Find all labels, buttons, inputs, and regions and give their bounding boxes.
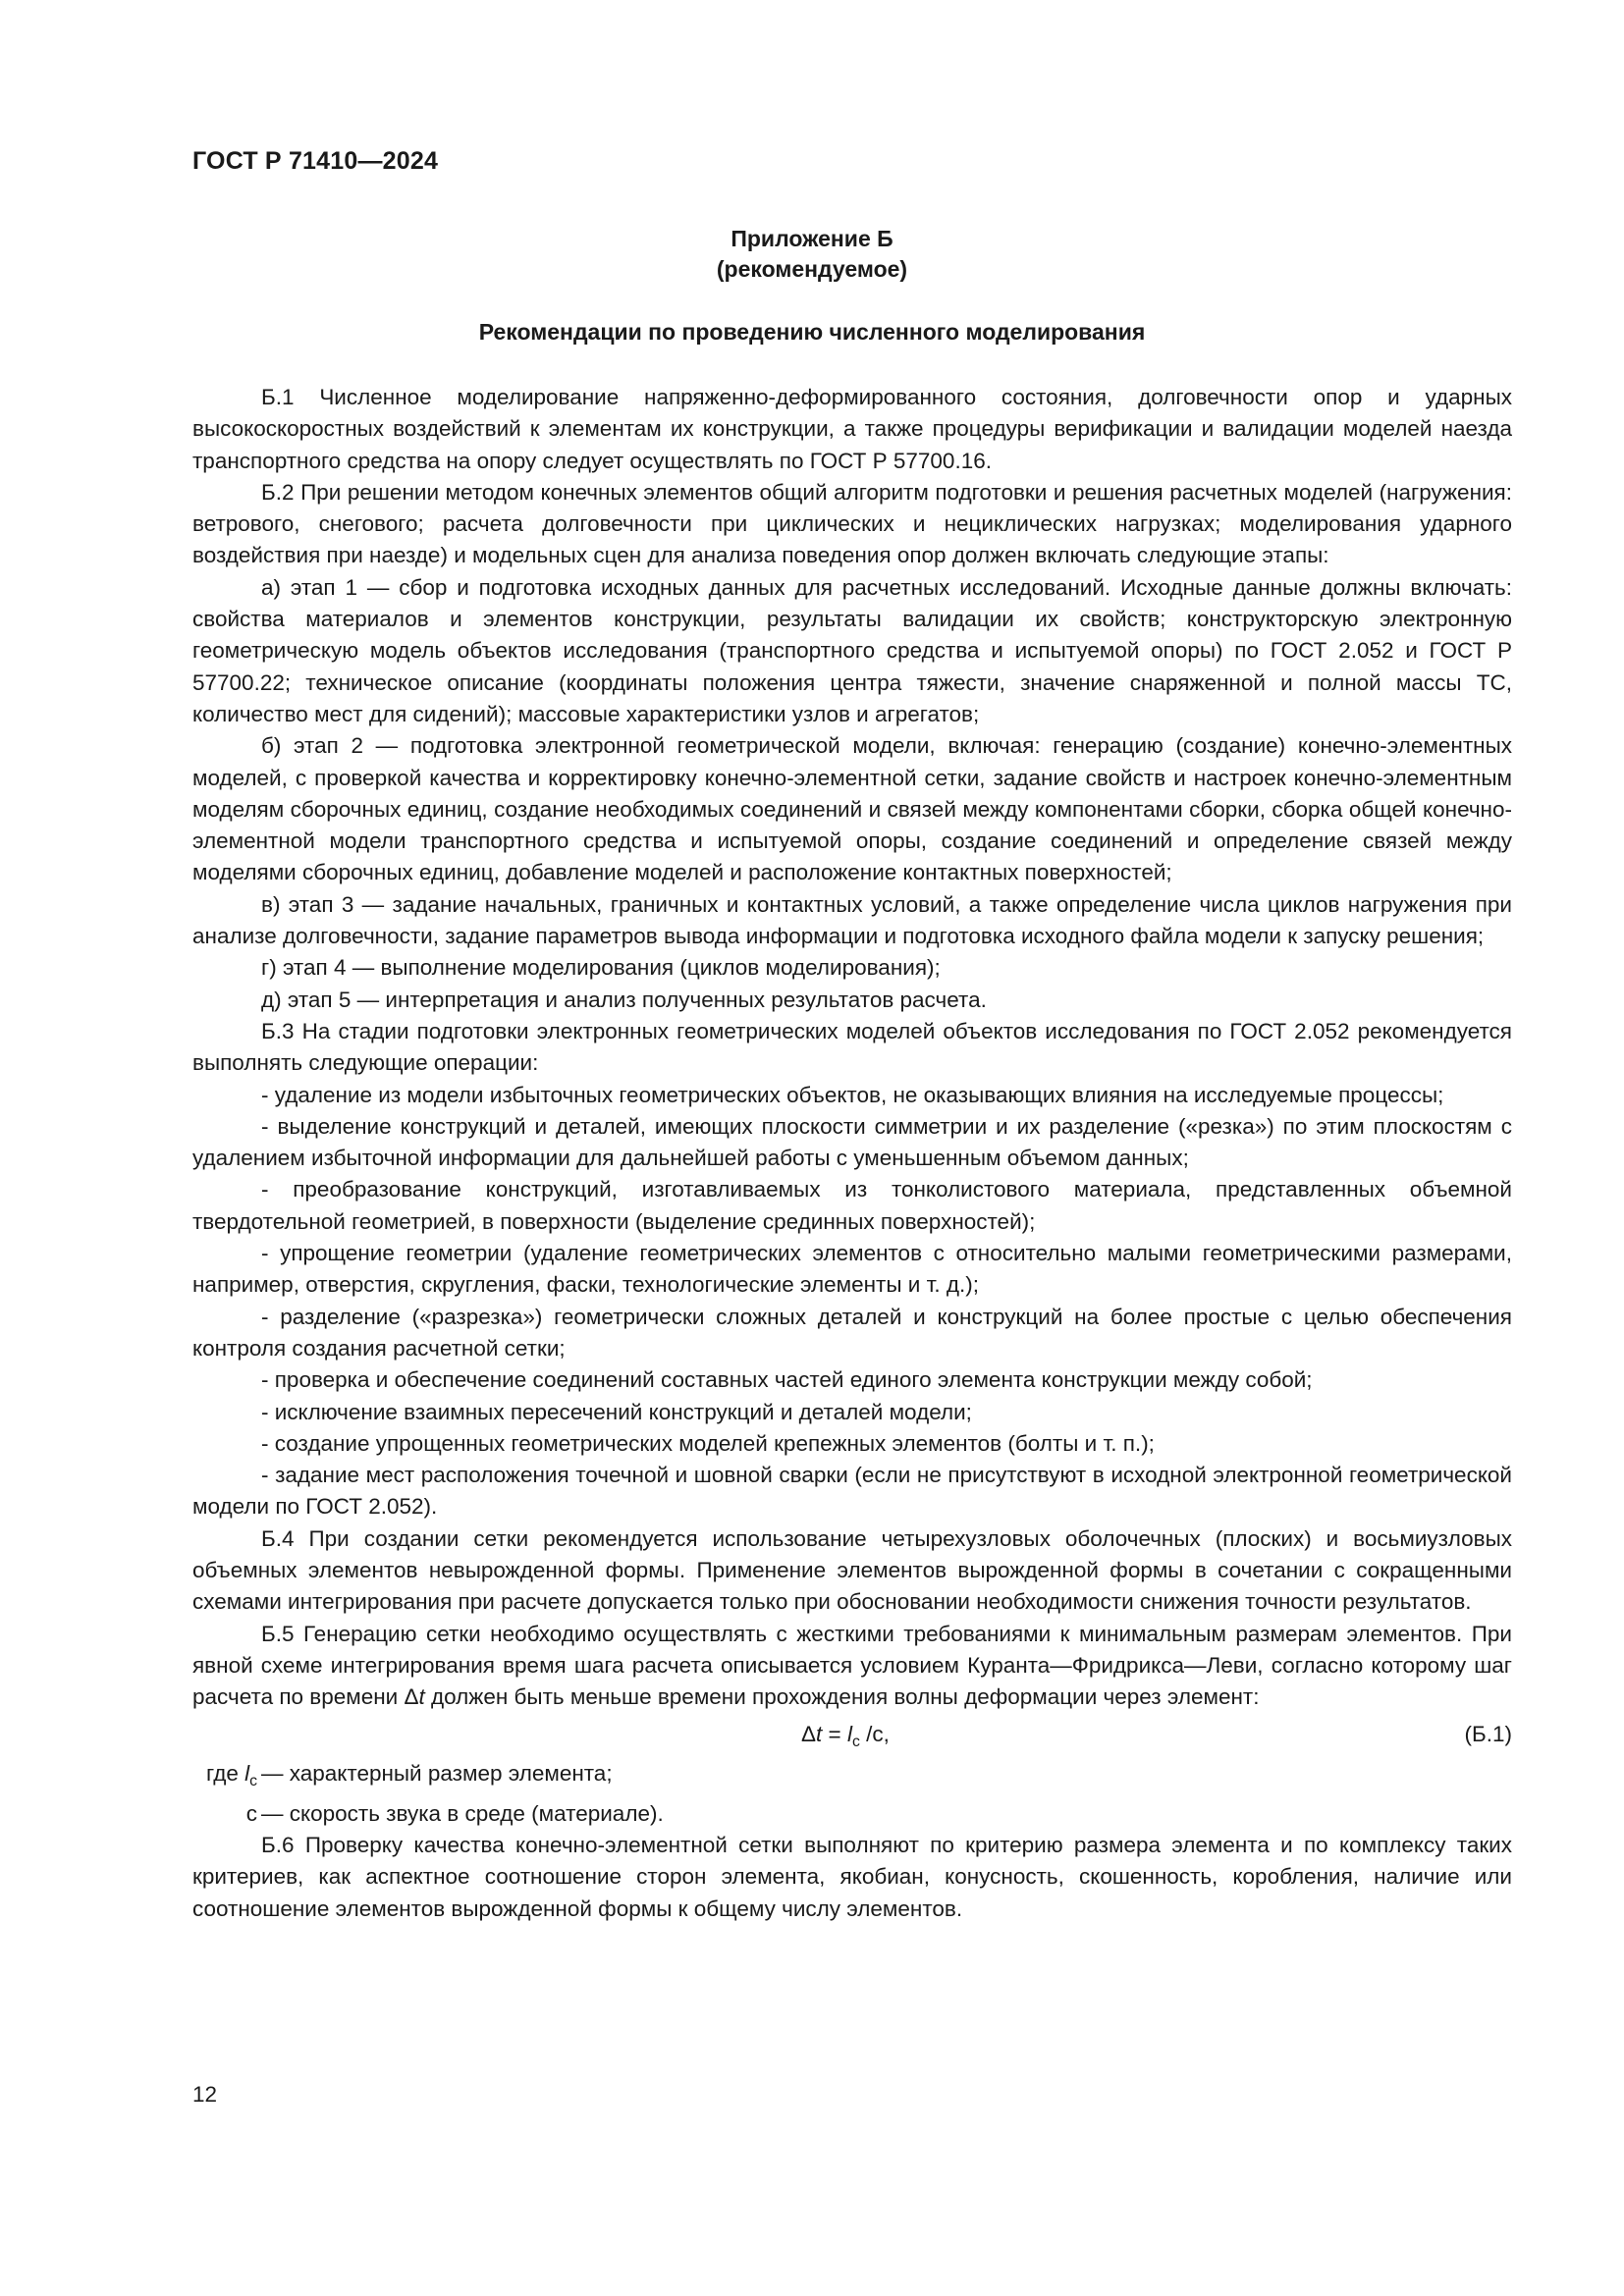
appendix-status: (рекомендуемое) xyxy=(716,256,908,282)
legend-term xyxy=(192,1758,261,1797)
list-item-stage-4: г) этап 4 — выполнение моделирования (циклов моделирования); xyxy=(261,955,941,981)
formula-expression xyxy=(801,1719,890,1758)
list-item: - выделение конструкций и деталей, имеющих плоскости симметрии и их разделение («резка») по этим плоскостям с удалением избыточной информации для дальнейшей работы с уменьшенным объемом данных; xyxy=(192,1113,1512,1171)
formula-delta: Δ xyxy=(801,1722,817,1747)
paragraph-b1: Б.1 Численное моделирование напряженно-деформированного состояния, долговечности опор и ударных высокоскоростных воздействий к элементам их конструкции, а также процедуры верификации и валидации моделей наезда транспортного средства на опору следует осуществлять по ГОСТ Р 57700.16. xyxy=(192,385,1512,473)
list-item: - разделение («разрезка») геометрически сложных деталей и конструкций на более простые с целью обеспечения контроля создания расчетной сетки; xyxy=(192,1304,1512,1361)
list-item-stage-2: б) этап 2 — подготовка электронной геометрической модели, включая: генерацию (создание) конечно-элементных моделей, с проверкой качества и корректировку конечно-элементной сетки, задание свойств и настроек конечно-элементным моделям сборочных единиц, создание необходимых соединений и связей между компонентами сборки, сборка общей конечно-элементной модели транспортного средства и испытуемой опоры, создание соединений и определение связей между моделями сборочных единиц, добавление моделей и расположение контактных поверхностей; xyxy=(192,733,1512,885)
list-item: - удаление из модели избыточных геометрических объектов, не оказывающих влияния на исследуемые процессы; xyxy=(261,1082,1444,1107)
formula-legend xyxy=(192,1758,1512,1830)
body-text xyxy=(192,382,1512,1925)
legend-definition: — характерный размер элемента; xyxy=(261,1761,613,1787)
formula-number: (Б.1) xyxy=(1464,1722,1512,1747)
legend-intro: где xyxy=(206,1761,239,1787)
formula-rest: /c, xyxy=(859,1722,890,1747)
paragraph-b5-text-end: должен быть меньше времени прохождения волны деформации через элемент: xyxy=(424,1684,1260,1710)
document-header: ГОСТ Р 71410—2024 xyxy=(192,147,439,175)
legend-l: l xyxy=(244,1761,250,1787)
page-number: 12 xyxy=(192,2082,218,2107)
legend-row-c xyxy=(192,1798,1512,1830)
legend-subscript: c xyxy=(249,1773,257,1790)
section-title: Рекомендации по проведению численного моделирования xyxy=(478,319,1146,345)
formula-subscript: c xyxy=(851,1734,860,1751)
formula-equals: = xyxy=(822,1722,847,1747)
list-item: - проверка и обеспечение соединений составных частей единого элемента конструкции между собой; xyxy=(261,1367,1313,1393)
list-item: - создание упрощенных геометрических моделей крепежных элементов (болты и т. п.); xyxy=(261,1430,1155,1456)
list-item-stage-3: в) этап 3 — задание начальных, граничных и контактных условий, а также определение числа циклов нагружения при анализе долговечности, задание параметров вывода информации и подготовка исходного файла модели к запуску решения; xyxy=(192,891,1512,949)
paragraph-b2: Б.2 При решении методом конечных элементов общий алгоритм подготовки и решения расчетных моделей (нагружения: ветрового, снегового; расчета долговечности при циклических и нециклических нагрузках; моделирования ударного воздействия при наезде) и модельных сцен для анализа поведения опор должен включать следующие этапы: xyxy=(192,479,1512,568)
list-item: - упрощение геометрии (удаление геометрических элементов с относительно малыми геометрическими размерами, например, отверстия, скругления, фаски, технологические элементы и т. д.); xyxy=(192,1241,1512,1298)
appendix-label: Приложение Б xyxy=(731,226,893,251)
list-item: - исключение взаимных пересечений конструкций и деталей модели; xyxy=(261,1399,972,1424)
legend-definition: — скорость звука в среде (материале). xyxy=(261,1800,664,1826)
list-item-stage-1: а) этап 1 — сбор и подготовка исходных данных для расчетных исследований. Исходные данные должны включать: свойства материалов и элементов конструкции, результаты валидации их свойств; конструкторскую электронную геометрическую модель объектов исследования (транспортного средства и испытуемой опоры) по ГОСТ 2.052 и ГОСТ Р 57700.22; техническое описание (координаты положения центра тяжести, значение снаряженной и полной массы ТС, количество мест для сидений); массовые характеристики узлов и агрегатов; xyxy=(192,574,1512,726)
list-item: - преобразование конструкций, изготавливаемых из тонколистового материала, представленных объемной твердотельной геометрией, в поверхности (выделение срединных поверхностей); xyxy=(192,1177,1512,1234)
formula-t: t xyxy=(816,1722,823,1747)
list-item-stage-5: д) этап 5 — интерпретация и анализ полученных результатов расчета. xyxy=(261,987,987,1012)
formula-l: l xyxy=(846,1722,852,1747)
appendix-heading xyxy=(0,224,1624,285)
paragraph-b4: Б.4 При создании сетки рекомендуется использование четырехузловых оболочечных (плоских) и восьмиузловых объемных элементов невырожденной формы. Применение элементов вырожденной формы в сочетании с сокращенными схемами интегрирования при расчете допускается только при обосновании необходимости снижения точности результатов. xyxy=(192,1525,1512,1615)
paragraph-b3: Б.3 На стадии подготовки электронных геометрических моделей объектов исследования по ГОСТ 2.052 рекомендуется выполнять следующие операции: xyxy=(192,1018,1512,1076)
paragraph-b6: Б.6 Проверку качества конечно-элементной сетки выполняют по критерию размера элемента и по комплексу таких критериев, как аспектное соотношение сторон элемента, якобиан, конусность, скошенность, коробления, наличие или соотношение элементов вырожденной формы к общему числу элементов. xyxy=(192,1833,1512,1921)
list-item: - задание мест расположения точечной и шовной сварки (если не присутствуют в исходной электронной геометрической модели по ГОСТ 2.052). xyxy=(192,1463,1512,1520)
paragraph-b5 xyxy=(192,1619,1512,1714)
formula-b1 xyxy=(192,1713,1512,1758)
time-step-variable: t xyxy=(418,1684,425,1710)
legend-term: с xyxy=(245,1800,257,1826)
paragraph-b5-text: Б.5 Генерацию сетки необходимо осуществлять с жесткими требованиями к минимальным размерам элементов. При явной схеме интегрирования время шага расчета описывается условием Куранта—Фридрикса—Леви, согласно которому шаг расчета по времени Δ xyxy=(192,1621,1512,1710)
legend-row-lc xyxy=(192,1758,1512,1797)
